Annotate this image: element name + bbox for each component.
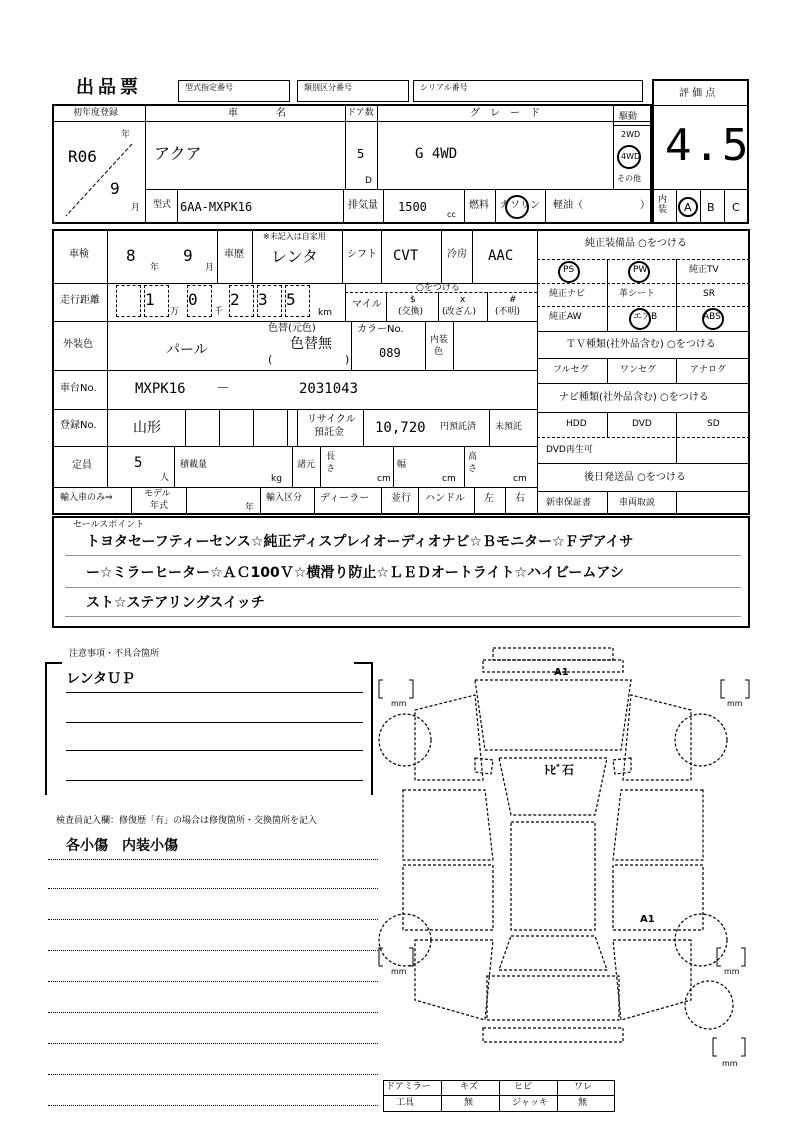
first-reg-label: 初年度登録 [73,108,119,118]
width-label: 幅 [397,460,407,470]
recycle-unpaid: 未預託 [495,422,523,432]
right-rear-fender [613,940,691,1020]
first-reg-era-year: R06 [68,147,97,166]
diagram-mark-windshield: ﾄﾋﾞ石 [544,763,575,777]
height-label-1: 高 [468,452,478,462]
roof [511,822,595,930]
car-name-label: 車 名 [228,108,292,119]
shaken-year-unit: 年 [150,263,160,273]
shift-value: CVT [393,248,419,264]
displacement-value: 1500 [398,200,427,214]
unknown-label: (不明) [495,307,521,317]
mileage-digit: 2 [230,290,240,309]
interior-c: C [732,201,740,214]
rear-window [499,936,607,970]
left-front-fender [415,695,483,780]
mileage-digit-box [116,285,141,317]
handle-left: 左 [484,493,494,504]
equip-item: エアB [633,312,658,322]
equip-item: ABS [703,312,721,322]
mileage-sen: 千 [214,307,224,317]
history-value: レンタ [271,247,318,266]
color-change-value: 色替無 [290,336,332,352]
mile-label: マイル [352,299,382,310]
rear-bumper [483,1028,623,1042]
later-item-1: 車両取説 [619,498,656,508]
nav-title: ナビ種類(社外品含む) ○をつける [559,392,709,403]
load-unit: kg [271,474,282,484]
length-label-2: さ [326,464,336,474]
diagram-mark-front: A1 [554,667,569,678]
spare-tire [685,981,733,1029]
length-label-1: 長 [326,452,336,462]
later-title: 後日発送品 ○をつける [584,472,686,483]
doors-suffix: D [365,176,372,186]
equip-abs-circle [702,308,724,330]
shaken-label: 車検 [69,249,89,260]
int-color-label-1: 内装 [430,335,449,345]
doors-value: 5 [357,147,365,161]
nav-item: DVD [632,419,652,429]
left-rear-tire [379,914,431,966]
equip-item: 革シート [619,289,656,299]
mileage-circle-note: ○をつける [416,283,460,293]
tv-item: フルセグ [553,365,589,375]
equip-item: PS [563,265,575,275]
right-rear-tire [675,914,727,966]
sales-label: セールスポイント [73,520,145,530]
first-reg-month: 9 [110,179,120,198]
grade-label: グ レ ー ド [470,108,540,119]
tire-unit-fr: mm [727,699,743,708]
equip-item: 純正ナビ [549,289,586,299]
shaken-month: 9 [183,246,193,265]
diagram-mark-rear: A1 [640,914,655,925]
equip-item: 純正AW [549,312,582,322]
interior-a: A [684,201,692,214]
trunk [487,976,619,1020]
later-item-0: 新車保証書 [546,498,592,508]
equip-airbag-circle [629,308,651,330]
right-rear-door [613,865,703,930]
mileage-digit: 5 [286,290,296,309]
load-label: 積載量 [180,460,208,470]
model-year-unit: 年 [245,503,255,513]
color-label: 外装色 [63,339,93,350]
recycle-paid: 円預託済 [440,422,477,432]
category-number-label: 類別区分番号 [304,83,352,92]
color-no-label: カラーNo. [357,324,404,335]
chassis-dash: － [216,381,230,397]
reg-value: 山形 [133,420,161,436]
inspector-label: 検査員記入欄：修復歴「有」の場合は修復箇所・交換箇所を記入 [56,816,318,826]
mileage-digit: 1 [145,290,155,309]
legend-label: ワレ [574,1082,593,1092]
equip-item: PW [633,265,648,275]
color-value: パール [166,342,208,358]
exchange-label: (交換) [398,307,424,317]
tv-title: ＴＶ種類(社外品含む) ○をつける [566,339,716,350]
color-no-value: 089 [379,346,401,360]
front-bumper [483,660,623,672]
recycle-label-1: リサイクル [307,414,356,425]
equip-pw-circle [628,261,650,283]
mileage-km: km [318,308,332,318]
score-label: 評 価 点 [679,88,716,99]
legend-value: ジャッキ [512,1098,548,1108]
nav-item: SD [707,419,720,429]
grade-value: G 4WD [415,146,458,162]
unknown-symbol: # [509,295,517,305]
equip-item: SR [703,289,715,299]
height-cm: cm [513,474,527,484]
height-label-2: さ [468,464,478,474]
right-front-door [613,790,703,860]
import-class-label: 輸入区分 [266,493,303,503]
chassis-label: 車台No. [60,383,97,394]
shaken-month-unit: 月 [205,263,215,273]
equip-item: 純正TV [689,265,719,275]
length-cm: cm [377,474,391,484]
capacity-unit: 人 [160,473,170,483]
year-label: 年 [121,130,131,140]
hood [475,680,631,750]
ac-label: 冷房 [447,249,467,260]
legend-label: キズ [460,1082,478,1092]
mileage-digit: 0 [188,290,198,309]
dealer-label: ディーラー [320,493,370,504]
right-mirror [613,758,631,774]
fuel-gasoline: ガソリン [500,200,540,211]
legend-label: ドアミラー [386,1082,431,1092]
page-title: 出品票 [76,77,142,98]
chassis-number: 2031043 [299,381,359,397]
notes-label: 注意事項・不具合箇所 [66,650,162,659]
exchange-symbol: $ [410,295,416,305]
sales-line-3: スト☆ステアリングスイッチ [86,595,265,611]
fuel-diesel-close: ） [640,200,650,211]
tire-unit-rl: mm [391,967,407,976]
first-reg-divider [62,140,142,222]
model-year-label-1: モデル [144,489,171,499]
capacity-label: 定員 [72,460,92,471]
model-value: 6AA-MXPK16 [180,200,253,214]
nav-item: HDD [566,419,587,429]
car-body-diagram [375,640,760,1080]
modified-label: (改ざん) [442,307,477,317]
left-mirror [475,758,493,774]
inspector-text: 各小傷 内装小傷 [66,838,178,854]
right-front-tire [675,714,727,766]
history-note: ※未記入は自家用 [263,232,326,241]
drive-2wd: 2WD [621,130,641,139]
left-front-door [403,790,493,860]
drive-label: 駆動 [619,112,638,122]
sales-line-2: ー☆ミラーヒーター☆ＡＣ100Ｖ☆横滑り防止☆ＬＥＤオートライト☆ハイビームアシ [86,565,624,581]
legend-label: ヒビ [514,1082,533,1092]
interior-label: 内装 [658,195,668,215]
nav-dvd: DVD再生可 [546,445,593,455]
left-front-tire [379,714,431,766]
shaken-year: 8 [126,246,136,265]
handle-right: 右 [515,493,525,504]
mileage-digit: 3 [258,290,268,309]
car-name: アクア [154,144,202,163]
tv-item: ワンセグ [620,365,657,375]
interior-b: B [707,201,715,214]
handle-label: ハンドル [425,493,465,504]
score-value: 4.5 [665,120,751,171]
fuel-diesel: 軽油（ [553,200,583,211]
front-grille [493,648,613,660]
legend-value: 工具 [396,1098,415,1108]
interior-a-circle [678,197,698,217]
int-color-label-2: 色 [434,347,444,357]
recycle-label-2: 預託金 [314,427,344,438]
displacement-label: 排気量 [348,200,378,211]
right-front-fender [623,695,691,780]
model-year-label-2: 年式 [150,501,169,511]
tire-unit-spare: mm [722,1059,738,1068]
sales-line-1: トヨタセーフティーセンス☆純正ディスプレイオーディオナビ☆Ｂモニター☆Ｆデアイサ [86,534,634,550]
model-number-label: 型式指定番号 [185,83,233,92]
drive-other: その他 [617,174,641,183]
legend-value: 無 [464,1098,474,1108]
tire-unit-rr: mm [724,967,740,976]
displacement-unit: cc [447,210,456,219]
color-change-paren-open: ( [268,353,273,366]
doors-label: ドア数 [347,108,374,118]
history-label: 車歴 [224,249,244,260]
shift-label: シフト [347,249,377,260]
recycle-value: 10,720 [375,420,426,436]
fuel-label: 燃料 [469,200,489,211]
reg-label: 登録No. [60,420,97,431]
tire-unit-fl: mm [391,699,407,708]
width-cm: cm [442,474,456,484]
chassis-prefix: MXPK16 [135,381,186,397]
month-label: 月 [131,203,141,213]
dims-label: 諸元 [297,460,316,470]
drive-4wd-circle [617,145,641,169]
serial-label: シリアル番号 [420,83,468,92]
tv-item: アナログ [690,365,727,375]
model-label: 型式 [153,200,172,210]
equip-ps-circle [558,261,580,283]
color-change-label: 色替(元色) [268,323,316,334]
fuel-gasoline-circle [505,195,529,219]
ac-value: AAC [488,248,514,264]
genuine-title: 純正装備品 ○をつける [585,238,687,249]
modified-symbol: x [460,295,466,305]
import-only-label: 輸入車のみ⇒ [60,493,113,503]
parallel-label: 並行 [391,493,411,504]
mileage-label: 走行距離 [60,295,100,306]
legend-value: 無 [578,1098,588,1108]
color-change-paren-close: ) [345,353,350,366]
drive-4wd: 4WD [621,152,641,161]
capacity-value: 5 [134,455,143,471]
mileage-man: 万 [170,307,180,317]
left-rear-fender [415,940,493,1020]
left-rear-door [403,865,493,930]
notes-text: レンタＵＰ [66,671,136,687]
